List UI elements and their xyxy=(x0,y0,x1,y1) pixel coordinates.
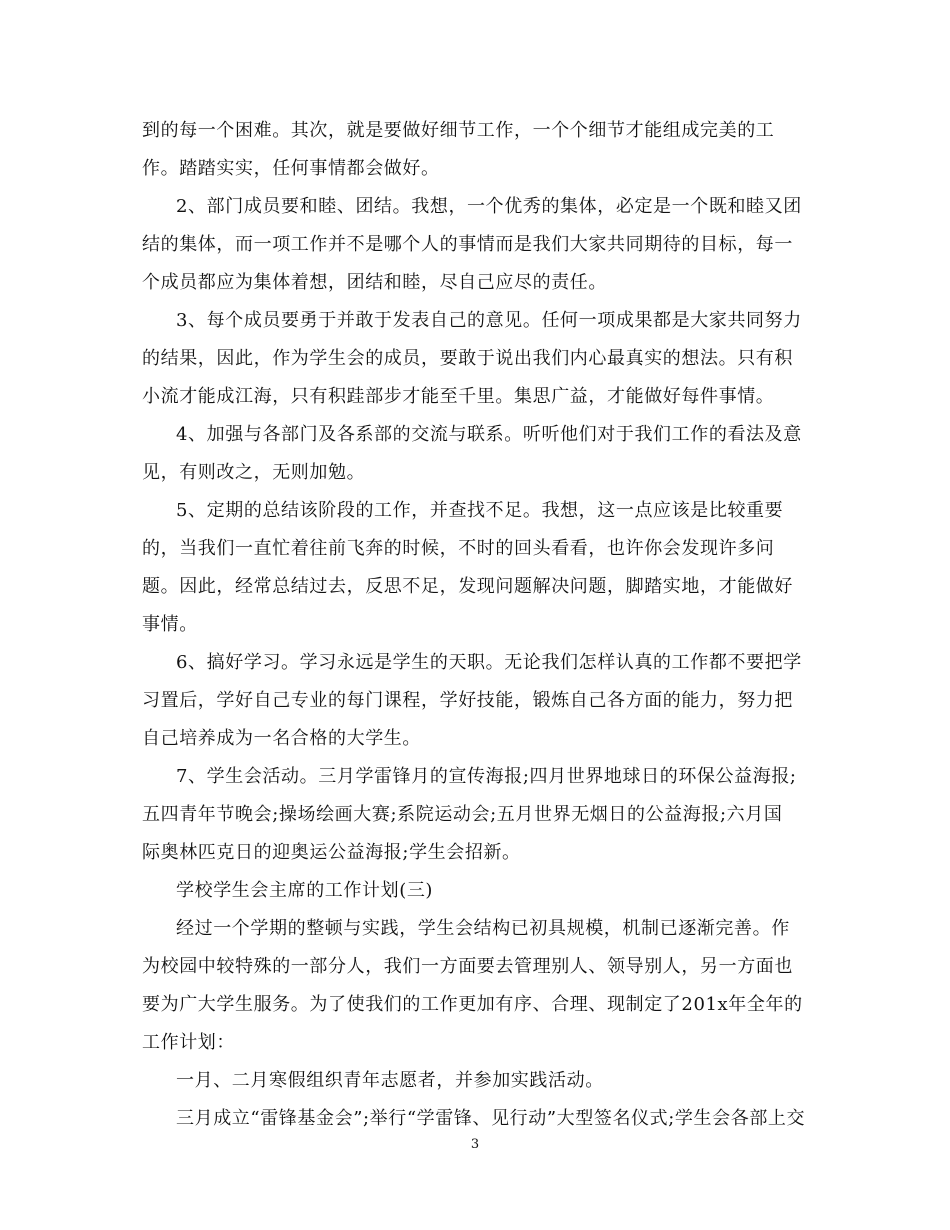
paragraph-line: 到的每一个困难。其次，就是要做好细节工作，一个个细节才能组成完美的工 xyxy=(142,120,775,141)
paragraph-line: 结的集体，而一项工作并不是哪个人的事情而是我们大家共同期待的目标，每一 xyxy=(142,234,793,255)
paragraph-line: 际奥林匹克日的迎奥运公益海报;学生会招新。 xyxy=(142,842,521,863)
paragraph-line: 自己培养成为一名合格的大学生。 xyxy=(142,728,421,749)
paragraph-line: 事情。 xyxy=(142,614,198,635)
paragraph-line: 题。因此，经常总结过去，反思不足，发现问题解决问题，脚踏实地，才能做好 xyxy=(142,576,793,597)
paragraph-line: 为校园中较特殊的一部分人，我们一方面要去管理别人、领导别人，另一方面也 xyxy=(142,956,793,977)
paragraph-line: 习置后，学好自己专业的每门课程，学好技能，锻炼自己各方面的能力，努力把 xyxy=(142,690,793,711)
paragraph-line: 三月成立“雷锋基金会”;举行“学雷锋、见行动”大型签名仪式;学生会各部上交 xyxy=(176,1108,806,1129)
section-heading: 学校学生会主席的工作计划(三) xyxy=(176,880,434,901)
paragraph-line: 7、学生会活动。三月学雷锋月的宣传海报;四月世界地球日的环保公益海报; xyxy=(176,766,797,787)
paragraph-line: 经过一个学期的整顿与实践，学生会结构已初具规模，机制已逐渐完善。作 xyxy=(176,918,790,939)
paragraph-line: 的，当我们一直忙着往前飞奔的时候，不时的回头看看，也许你会发现许多问 xyxy=(142,538,775,559)
paragraph-line: 小流才能成江海，只有积跬部步才能至千里。集思广益，才能做好每件事情。 xyxy=(142,386,775,407)
paragraph-line: 个成员都应为集体着想，团结和睦，尽自己应尽的责任。 xyxy=(142,272,607,293)
paragraph-line: 工作计划： xyxy=(142,1032,235,1053)
paragraph-line: 见，有则改之，无则加勉。 xyxy=(142,462,366,483)
paragraph-line: 3、每个成员要勇于并敢于发表自己的意见。任何一项成果都是大家共同努力 xyxy=(176,310,802,331)
paragraph-line: 2、部门成员要和睦、团结。我想，一个优秀的集体，必定是一个既和睦又团 xyxy=(176,196,802,217)
paragraph-line: 一月、二月寒假组织青年志愿者，并参加实践活动。 xyxy=(176,1070,604,1091)
paragraph-line: 6、搞好学习。学习永远是学生的天职。无论我们怎样认真的工作都不要把学 xyxy=(176,652,802,673)
paragraph-line: 要为广大学生服务。为了使我们的工作更加有序、合理、现制定了201x年全年的 xyxy=(142,994,803,1015)
paragraph-line: 5、定期的总结该阶段的工作，并查找不足。我想，这一点应该是比较重要 xyxy=(176,500,784,521)
paragraph-line: 的结果，因此，作为学生会的成员，要敢于说出我们内心最真实的想法。只有积 xyxy=(142,348,793,369)
paragraph-line: 作。踏踏实实，任何事情都会做好。 xyxy=(142,158,440,179)
paragraph-line: 五四青年节晚会;操场绘画大赛;系院运动会;五月世界无烟日的公益海报;六月国 xyxy=(142,804,783,825)
paragraph-line: 4、加强与各部门及各系部的交流与联系。听听他们对于我们工作的看法及意 xyxy=(176,424,802,445)
page-number: 3 xyxy=(470,1137,480,1152)
